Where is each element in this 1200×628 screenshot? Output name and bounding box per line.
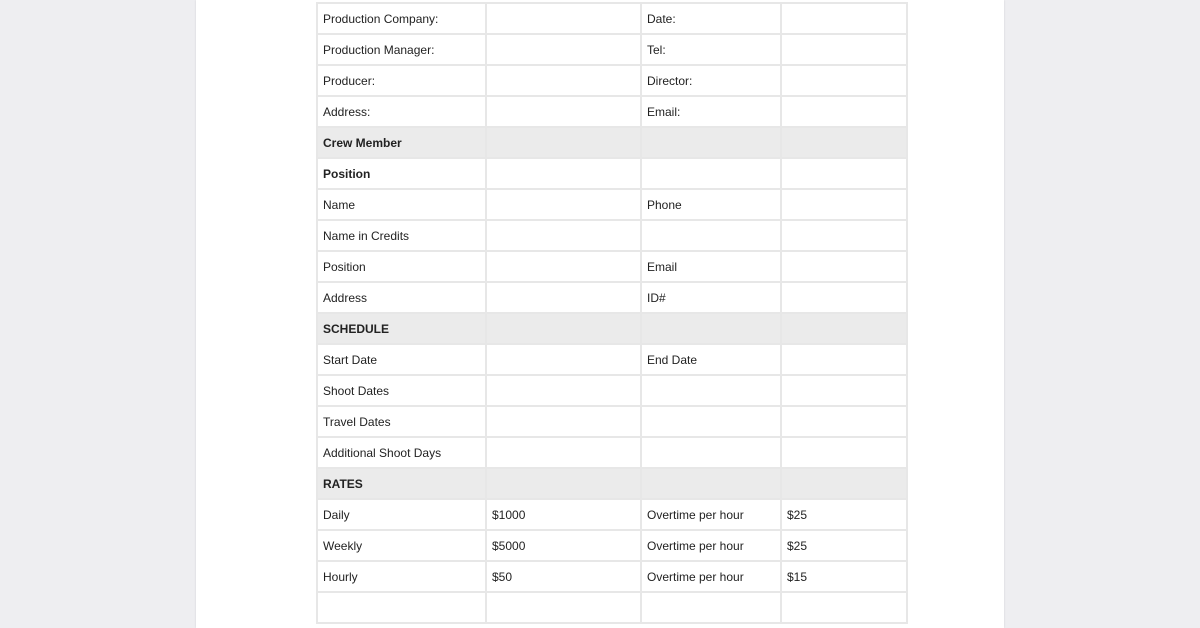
field-value[interactable]: [486, 282, 641, 313]
field-label: [641, 437, 781, 468]
table-row: [317, 251, 907, 282]
table-row: [317, 189, 907, 220]
field-value[interactable]: [781, 34, 907, 65]
field-label: Shoot Dates: [317, 375, 486, 406]
table-row: [317, 592, 907, 623]
table-row: [317, 437, 907, 468]
field-value[interactable]: [486, 220, 641, 251]
table-row: [317, 3, 907, 34]
field-value[interactable]: [486, 127, 641, 158]
field-label: [641, 158, 781, 189]
field-label: ID#: [641, 282, 781, 313]
section-header-row: [317, 468, 907, 499]
field-label: Start Date: [317, 344, 486, 375]
field-value[interactable]: [486, 592, 641, 623]
table-row: [317, 282, 907, 313]
field-label: Address: [317, 282, 486, 313]
field-label: Production Company:: [317, 3, 486, 34]
field-value[interactable]: $5000: [486, 530, 641, 561]
field-value[interactable]: [486, 158, 641, 189]
field-label: [641, 592, 781, 623]
field-label: Production Manager:: [317, 34, 486, 65]
field-value[interactable]: [781, 406, 907, 437]
field-value[interactable]: [781, 127, 907, 158]
field-value[interactable]: $50: [486, 561, 641, 592]
field-value[interactable]: $1000: [486, 499, 641, 530]
field-label: [641, 468, 781, 499]
document-page: [196, 0, 1004, 628]
field-label: Hourly: [317, 561, 486, 592]
field-label: [641, 127, 781, 158]
field-value[interactable]: [781, 96, 907, 127]
field-label: Tel:: [641, 34, 781, 65]
field-value[interactable]: [781, 344, 907, 375]
field-label: Address:: [317, 96, 486, 127]
field-label: SCHEDULE: [317, 313, 486, 344]
field-label: End Date: [641, 344, 781, 375]
field-value[interactable]: [486, 65, 641, 96]
field-value[interactable]: [486, 313, 641, 344]
field-value[interactable]: $25: [781, 530, 907, 561]
field-label: Name in Credits: [317, 220, 486, 251]
table-row: [317, 406, 907, 437]
field-value[interactable]: [486, 3, 641, 34]
table-row: [317, 220, 907, 251]
field-value[interactable]: [781, 251, 907, 282]
field-value[interactable]: [781, 437, 907, 468]
field-value[interactable]: [486, 251, 641, 282]
field-label: [641, 375, 781, 406]
field-value[interactable]: $25: [781, 499, 907, 530]
field-value[interactable]: [486, 189, 641, 220]
field-value[interactable]: [781, 468, 907, 499]
section-header-row: [317, 127, 907, 158]
field-value[interactable]: [486, 468, 641, 499]
field-label: Position: [317, 158, 486, 189]
field-label: Director:: [641, 65, 781, 96]
field-value[interactable]: [486, 375, 641, 406]
field-label: [641, 220, 781, 251]
section-header-row: [317, 313, 907, 344]
table-row: [317, 499, 907, 530]
field-value[interactable]: [486, 406, 641, 437]
field-label: Overtime per hour: [641, 561, 781, 592]
field-value[interactable]: [781, 282, 907, 313]
table-row: [317, 96, 907, 127]
field-label: Position: [317, 251, 486, 282]
field-label: [317, 592, 486, 623]
field-label: Name: [317, 189, 486, 220]
table-row: [317, 158, 907, 189]
table-body: [317, 3, 907, 623]
field-value[interactable]: [486, 344, 641, 375]
field-label: Phone: [641, 189, 781, 220]
field-label: Weekly: [317, 530, 486, 561]
field-value[interactable]: [781, 189, 907, 220]
field-label: RATES: [317, 468, 486, 499]
field-label: Email:: [641, 96, 781, 127]
field-label: Date:: [641, 3, 781, 34]
table-row: [317, 65, 907, 96]
field-label: Email: [641, 251, 781, 282]
table-row: [317, 530, 907, 561]
field-label: Travel Dates: [317, 406, 486, 437]
field-value[interactable]: [781, 65, 907, 96]
field-label: Additional Shoot Days: [317, 437, 486, 468]
field-value[interactable]: $15: [781, 561, 907, 592]
field-label: Crew Member: [317, 127, 486, 158]
field-label: [641, 313, 781, 344]
table-row: [317, 375, 907, 406]
field-label: [641, 406, 781, 437]
field-label: Overtime per hour: [641, 499, 781, 530]
table-row: [317, 561, 907, 592]
crew-deal-memo-table: [316, 2, 908, 624]
table-row: [317, 34, 907, 65]
field-value[interactable]: [781, 375, 907, 406]
field-value[interactable]: [781, 220, 907, 251]
field-value[interactable]: [486, 34, 641, 65]
field-value[interactable]: [781, 3, 907, 34]
field-label: Producer:: [317, 65, 486, 96]
field-value[interactable]: [486, 437, 641, 468]
field-label: Overtime per hour: [641, 530, 781, 561]
field-label: Daily: [317, 499, 486, 530]
field-value[interactable]: [486, 96, 641, 127]
field-value[interactable]: [781, 158, 907, 189]
field-value[interactable]: [781, 313, 907, 344]
table-row: [317, 344, 907, 375]
field-value[interactable]: [781, 592, 907, 623]
